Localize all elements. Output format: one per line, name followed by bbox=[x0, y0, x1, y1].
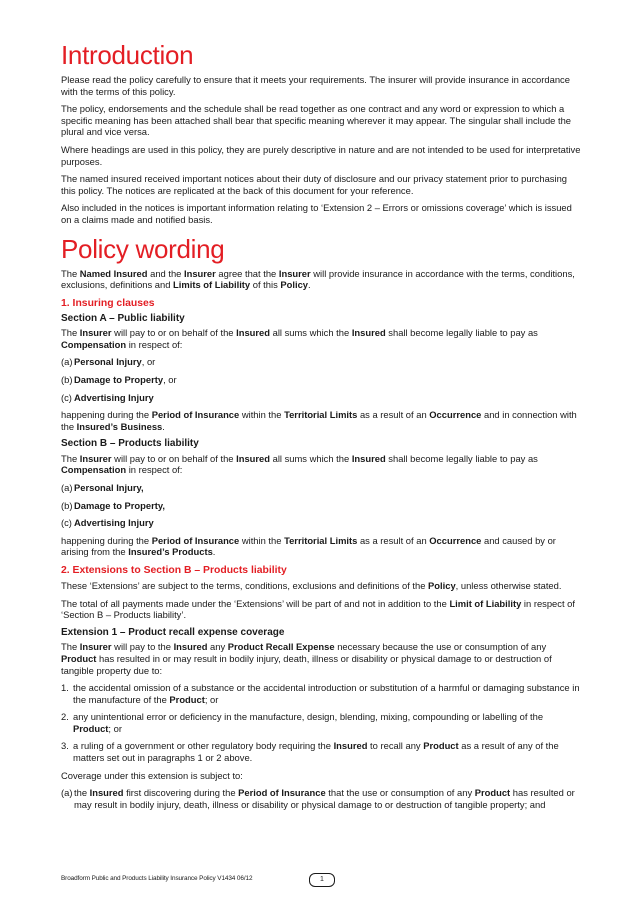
section-a-heading: Section A – Public liability bbox=[61, 312, 185, 324]
intro-para-2: The policy, endorsements and the schedule shall be read together as one contract and any word or expression to which a specific meaning has been attached shall bear that specific meaning wherever it may appear. The singular shall include the plural and vice versa. bbox=[61, 103, 572, 138]
extensions-para-1: These ‘Extensions’ are subject to the terms, conditions, exclusions and definitions of the Policy, unless otherwise stated. bbox=[61, 580, 562, 592]
intro-heading: Introduction bbox=[61, 40, 194, 70]
extension-1-para: The Insurer will pay to the Insured any Product Recall Expense necessary because the use or consumption of any Product has resulted in or may result in bodily injury, death, illness or disability or physical damage to or destruction of tangible property due to: bbox=[61, 641, 552, 676]
intro-para-5: Also included in the notices is important information relating to ‘Extension 2 – Errors or omissions coverage’ which is issued on a claims made and notified basis. bbox=[61, 202, 572, 225]
coverage-condition-a: (a) the Insured first discovering during the Period of Insurance that the use or consumption of any Product has resulted or may result in bodily injury, death, illness or disability or physical damage to or destruction of tangible property; and bbox=[61, 787, 575, 810]
section-a-end: happening during the Period of Insurance within the Territorial Limits as a result of an Occurrence and in connection with the Insured’s Business. bbox=[61, 409, 577, 432]
intro-para-3: Where headings are used in this policy, they are purely descriptive in nature and are not intended to be used for interpretative purposes. bbox=[61, 143, 581, 167]
coverage-subject-to: Coverage under this extension is subject to: bbox=[61, 769, 243, 781]
extension-1-heading: Extension 1 – Product recall expense coverage bbox=[61, 626, 285, 638]
extensions-para-2: The total of all payments made under the ‘Extensions’ will be part of and not in addition to the Limit of Liability in respect of ‘Section B – Products liability’. bbox=[61, 597, 575, 621]
insuring-clauses-heading: 1. Insuring clauses bbox=[61, 297, 155, 309]
section-a-para: The Insurer will pay to or on behalf of the Insured all sums which the Insured shall become legally liable to pay as Compensation in respect of: bbox=[61, 327, 538, 350]
policy-wording-heading: Policy wording bbox=[61, 233, 225, 264]
extension-1-item-3: 3. a ruling of a government or other regulatory body requiring the Insured to recall any Product as a result of any of the matters set out in paragraphs 1 or 2 above. bbox=[61, 740, 559, 764]
section-a-item-b: (b) Damage to Property, or bbox=[61, 374, 177, 385]
footer-document-reference: Broadform Public and Products Liability Insurance Policy V1434 06/12 bbox=[61, 875, 253, 882]
extension-1-item-1: 1. the accidental omission of a substance or the accidental introduction or substitution of a harmful or damaging substance in the manufacture of the Product; or bbox=[61, 682, 580, 705]
section-b-para: The Insurer will pay to or on behalf of the Insured all sums which the Insured shall become legally liable to pay as Compensation in respect of: bbox=[61, 452, 538, 476]
section-b-item-b: (b) Damage to Property, bbox=[61, 499, 165, 511]
extensions-heading: 2. Extensions to Section B – Products liability bbox=[61, 565, 287, 577]
wording-intro: The Named Insured and the Insurer agree that the Insurer will provide insurance in accordance with the terms, conditions, exclusions, definitions and Limits of Liability of this Policy. bbox=[61, 267, 575, 291]
extension-1-item-2: 2. any unintentional error or deficiency in the manufacture, design, blending, mixing, compounding or labelling of the Product; or bbox=[61, 711, 544, 734]
section-a-item-c: (c) Advertising Injury bbox=[61, 391, 154, 403]
page-footer bbox=[61, 873, 581, 887]
page-number: 1 bbox=[309, 873, 335, 887]
section-b-heading: Section B – Products liability bbox=[61, 438, 199, 450]
section-b-end: happening during the Period of Insurance within the Territorial Limits as a result of an Occurrence and caused by or arising from the Insured’s Products. bbox=[61, 534, 556, 558]
policy-page bbox=[61, 40, 581, 816]
intro-para-4: The named insured received important notices about their duty of disclosure and our privacy statement prior to purchasing this policy. The notices are replicated at the back of this document for your reference. bbox=[61, 173, 567, 196]
intro-para-1: Please read the policy carefully to ensure that it meets your requirements. The insurer will provide insurance in accordance with the terms of this policy. bbox=[61, 74, 570, 97]
section-a-item-a: (a) Personal Injury, or bbox=[61, 356, 156, 368]
section-b-item-c: (c) Advertising Injury bbox=[61, 517, 154, 529]
section-b-item-a: (a) Personal Injury, bbox=[61, 482, 144, 494]
